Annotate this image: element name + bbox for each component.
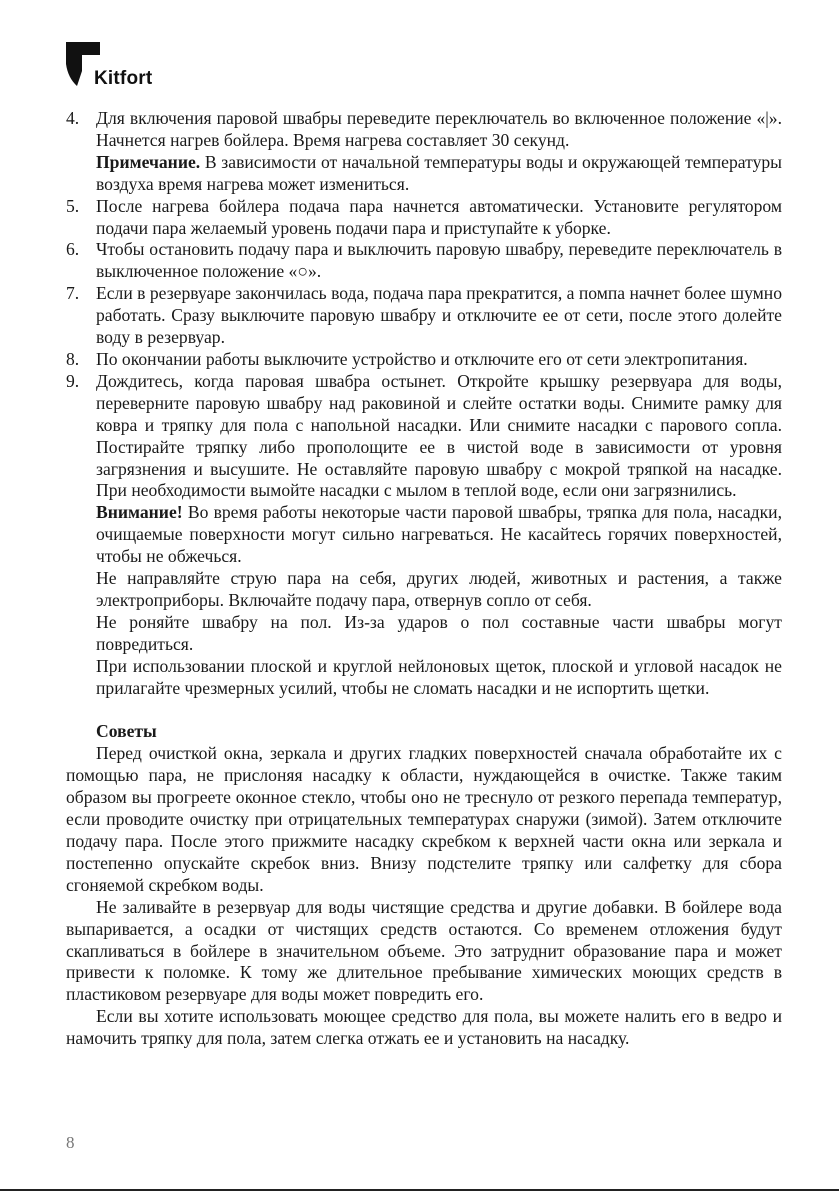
list-item-5 [66,196,782,240]
item-text: По окончании работы выключите устройство и отключите его от сети электропитания. [96,348,748,369]
list-item-7 [66,283,782,349]
note-text: В зависимости от начальной температуры воды и окружающей температуры воздуха время нагрева может измениться. [96,151,782,194]
warning-label: Внимание! [96,502,183,523]
list-item-4 [66,108,782,196]
brand-name: Kitfort [94,68,153,89]
warning-extra: Не направляйте струю пара на себя, других людей, животных и растения, а также электроприборы. Включайте подачу пара, отвернув сопло от себя. [96,568,782,610]
item-text: Для включения паровой швабры переведите переключатель во включенное положение «|». Начнется нагрев бойлера. Время нагрева составляет 30 секунд. [96,108,782,150]
tip-paragraph: Перед очисткой окна, зеркала и других гладких поверхностей сначала обработайте их с помощью пара, не прислоняя насадку к области, нуждающейся в очистке. Также таким образом вы прогреете оконное стекло, чтобы оно не треснуло от резкого перепада температур, если проводите очистку при отрицательных температурах снаружи (зимой). Затем отключите подачу пара. После этого прижмите насадку скребком к верхней части окна или зеркала и постепенно опускайте скребок вниз. Внизу подстелите тряпку или салфетку для сбора сгоняемой скребком воды. [66,743,782,895]
warning-extra: При использовании плоской и круглой нейлоновых щеток, плоской и угловой насадок не прилагайте чрезмерных усилий, чтобы не сломать насадки и не испортить щетки. [96,655,782,698]
list-item-6 [66,239,782,283]
item-number: 4. [66,108,80,128]
tip-paragraph: Не заливайте в резервуар для воды чистящие средства и другие добавки. В бойлере вода выпаривается, а осадки от чистящих средств остаются. Со временем отложения будут скапливаться в бойлере в значительном объеме. Это затруднит образование пара и может привести к поломке. К тому же длительное пребывание химических моющих средств в пластиковом резервуаре для воды может повредить его. [66,896,782,1005]
instructions-body [66,108,782,1050]
note-label: Примечание. [96,151,201,172]
list-item-9 [66,371,782,700]
page-number: 8 [66,1133,75,1152]
item-text: Чтобы остановить подачу пара и выключить паровую швабру, переведите переключатель в выключенное положение «○». [96,239,782,282]
warning [96,502,782,568]
item-text: После нагрева бойлера подача пара начнется автоматически. Установите регулятором подачи пара желаемый уровень подачи пара и приступайте к уборке. [96,195,782,238]
warning-text: Во время работы некоторые части паровой швабры, тряпка для пола, насадки, очищаемые поверхности могут сильно нагреваться. Не касайтесь горячих поверхностей, чтобы не обжечься. [96,502,782,567]
list-item-8 [66,349,782,371]
item-number: 6. [66,239,80,260]
warning-extra: Не роняйте швабру на пол. Из-за ударов о пол составные части швабры могут повредиться. [96,611,782,654]
item-number: 7. [66,283,80,304]
item-text: Дождитесь, когда паровая швабра остынет. Откройте крышку резервуара для воды, переверните паровую швабру над раковиной и слейте остатки воды. Снимите рамку для ковра и тряпку для пола с напольной насадки. Или снимите насадки с парового сопла. Постирайте тряпку либо прополощите ее в чистой воде в зависимости от уровня загрязнения и высушите. Не оставляйте паровую швабру с мокрой тряпкой на насадке. При необходимости вымойте насадки с мылом в теплой воде, если они загрязнились. [96,370,782,501]
item-number: 8. [66,348,80,369]
item-number: 5. [66,195,80,216]
note [96,152,782,196]
item-number: 9. [66,370,80,391]
tips-heading: Советы [96,721,157,742]
item-text: Если в резервуаре закончилась вода, подача пара прекратится, а помпа начнет более шумно работать. Сразу выключите паровую швабру и отключите ее от сети, после этого долейте воду в резервуар. [96,283,782,348]
brand-logo [66,42,166,90]
tip-paragraph: Если вы хотите использовать моющее средство для пола, вы можете налить его в ведро и намочить тряпку для пола, затем слегка отжать ее и установить на насадку. [66,1006,782,1049]
